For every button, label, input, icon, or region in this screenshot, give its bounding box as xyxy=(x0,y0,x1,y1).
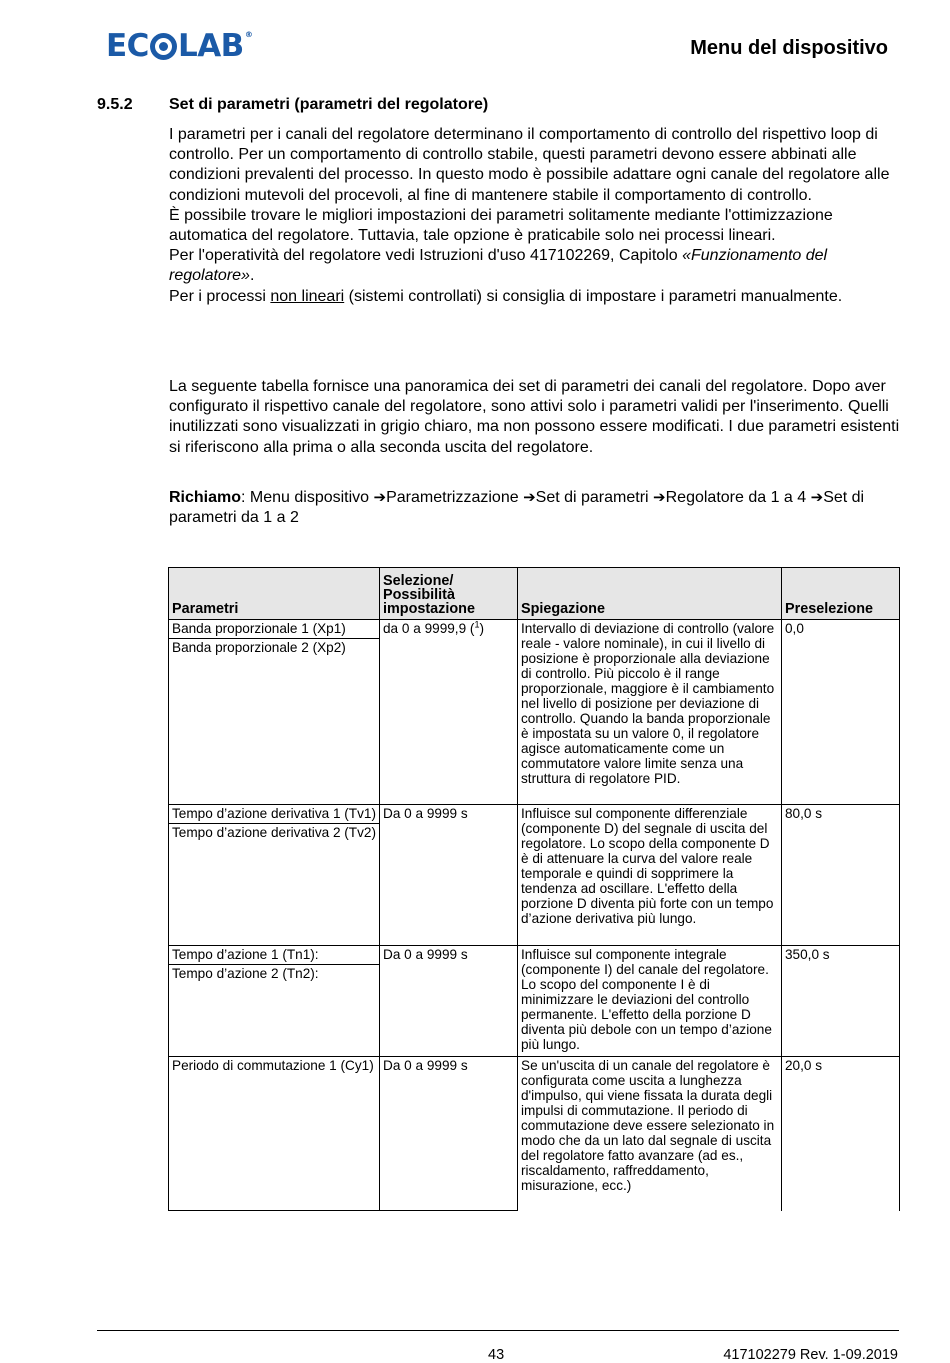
param-name-1: Tempo d’azione 1 (Tn1): xyxy=(169,946,379,965)
section-number: 9.5.2 xyxy=(97,96,133,113)
selection-cell xyxy=(380,620,518,805)
selection-cell: Da 0 a 9999 s xyxy=(380,805,518,946)
param-cell xyxy=(169,1057,380,1211)
header-explanation: Spiegazione xyxy=(518,568,782,620)
richiamo-block xyxy=(169,487,904,528)
richiamo-step-1: Menu dispositivo xyxy=(249,489,374,506)
arrow-right-icon: ➔ xyxy=(653,488,666,506)
intro-p3-suffix: . xyxy=(249,267,255,285)
arrow-right-icon: ➔ xyxy=(373,488,387,506)
intro-paragraph-2: È possibile trovare le migliori impostazioni dei parametri solitamente mediante l'ottimizzazione automatica del regolatore. Tuttavia, tale opzione è praticabile solo nei processi lineari. xyxy=(169,206,833,245)
logo-text-right: LAB xyxy=(177,28,244,64)
richiamo-step-5: Set di parametri da 1 a 2 xyxy=(169,489,865,527)
explanation-cell: Influisce sul componente integrale (componente I) del canale del regolatore. Lo scopo del componente I è di minimizzare le deviazioni del controllo permanente. L'effetto della porzione D diventa più debole con un tempo d’azione più lungo. xyxy=(518,946,782,1057)
section-title: Set di parametri (parametri del regolatore) xyxy=(169,96,489,113)
param-name-2: Tempo d’azione derivativa 2 (Tv2) xyxy=(172,825,376,840)
header-param: Parametri xyxy=(169,568,380,620)
intro-p3-chapter: «Funzionamento del regolatore» xyxy=(169,247,828,285)
intro-paragraph-4 xyxy=(169,287,904,307)
intro-p3-prefix: Per l'operatività del regolatore vedi Istruzioni d'uso 417102269, Capitolo xyxy=(169,247,683,265)
table-header-row xyxy=(169,568,900,620)
document-reference: 417102279 Rev. 1-09.2019 xyxy=(723,1347,898,1363)
explanation-cell: Influisce sul componente differenziale (componente D) del segnale di uscita del regolatore. Lo scopo della componente D è di attenuare la curva del valore reale temporale e quindi di sopprimere la tendenza ad oscillare. L'effetto della porzione D diventa più forte con un tempo d’azione derivativa più lungo. xyxy=(518,805,782,946)
param-cell xyxy=(169,620,380,805)
intro-p4-underlined: non lineari xyxy=(270,287,345,305)
parameter-table xyxy=(168,567,900,1211)
richiamo-colon: : xyxy=(241,489,250,506)
selection-cell: Da 0 a 9999 s xyxy=(380,946,518,1057)
header-title: Menu del dispositivo xyxy=(690,37,888,59)
arrow-right-icon: ➔ xyxy=(523,488,536,506)
preselection-cell: 0,0 xyxy=(782,620,900,805)
selection-cell: Da 0 a 9999 s xyxy=(380,1057,518,1211)
explanation-cell: Se un'uscita di un canale del regolatore è configurata come uscita a lunghezza d'impulso, qui viene fissata la durata degli impulsi di commutazione. Il periodo di commutazione deve essere selezionato in modo che da un lato dal segnale di uscita del regolatore fatto avanzare (ad es., riscaldamento, raffreddamento, misurazione, ecc.) xyxy=(518,1057,782,1211)
param-name-2: Tempo d’azione 2 (Tn2): xyxy=(172,966,319,981)
table-row xyxy=(169,946,900,1057)
param-name-2: Banda proporzionale 2 (Xp2) xyxy=(172,640,346,655)
preselection-cell: 80,0 s xyxy=(782,805,900,946)
page-number: 43 xyxy=(488,1347,505,1363)
ecolab-logo xyxy=(106,30,252,62)
richiamo-path xyxy=(169,487,904,528)
param-name-1: Periodo di commutazione 1 (Cy1) xyxy=(172,1058,374,1073)
param-cell xyxy=(169,946,380,1057)
param-cell xyxy=(169,805,380,946)
richiamo-step-3: Set di parametri xyxy=(535,489,654,506)
param-name-1: Banda proporzionale 1 (Xp1) xyxy=(169,620,379,639)
table-row xyxy=(169,805,900,946)
richiamo-label: Richiamo xyxy=(169,489,242,506)
footnote-marker: 1 xyxy=(474,619,480,630)
intro-paragraph-1: I parametri per i canali del regolatore determinano il comportamento di controllo del rispettivo loop di controllo. Per un comportamento di controllo stabile, questi parametri devono essere abbinati alle condizioni prevalenti del processo. In questo modo è possibile adattare ogni canale del regolatore alle condizioni mutevoli del procevoli, al fine di mantenere stabile il comportamento di controllo. xyxy=(169,126,890,204)
richiamo-step-4: Regolatore da 1 a 4 xyxy=(665,489,811,506)
intro-block xyxy=(169,125,904,307)
selection-range: da 0 a 9999,9 ( xyxy=(383,621,475,636)
header-selection: Selezione/ Possibilità impostazione xyxy=(380,568,518,620)
table-row xyxy=(169,1057,900,1211)
logo-registered-mark: ® xyxy=(244,30,253,39)
preselection-cell: 350,0 s xyxy=(782,946,900,1057)
selection-range-end: ) xyxy=(479,621,484,636)
intro-paragraph-3 xyxy=(169,246,904,286)
richiamo-step-2: Parametrizzazione xyxy=(386,489,524,506)
overview-block xyxy=(169,377,904,458)
intro-p4-suffix: (sistemi controllati) si consiglia di impostare i parametri manualmente. xyxy=(344,287,843,305)
logo-text-left: EC xyxy=(106,28,149,64)
preselection-cell: 20,0 s xyxy=(782,1057,900,1211)
arrow-right-icon: ➔ xyxy=(810,488,824,506)
logo-ring-icon xyxy=(150,33,177,60)
param-name-1: Tempo d’azione derivativa 1 (Tv1) xyxy=(169,805,379,824)
footer-divider xyxy=(97,1330,899,1331)
header-preselection: Preselezione xyxy=(782,568,900,620)
explanation-cell: Intervallo di deviazione di controllo (valore reale - valore nominale), in cui il livello di posizione è proporzionale alla deviazione di controllo. Più piccolo è il range proporzionale, maggiore è il cambiamento nel livello di posizione per deviazione di controllo. Quando la banda proporzionale è impostata su un valore 0, il regolatore agisce automaticamente come un commutatore valore limite senza una struttura di regolatore PID. xyxy=(518,620,782,805)
intro-p4-prefix: Per i processi xyxy=(169,287,271,305)
overview-paragraph: La seguente tabella fornisce una panoramica dei set di parametri dei canali del regolatore. Dopo aver configurato il rispettivo canale del regolatore, sono attivi solo i parametri validi per l'inserimento. Quelli inutilizzati sono visualizzati in grigio chiaro, ma non possono essere modificati. I due parametri esistenti si riferiscono alla prima o alla seconda uscita del regolatore. xyxy=(169,378,900,456)
table-row xyxy=(169,620,900,805)
